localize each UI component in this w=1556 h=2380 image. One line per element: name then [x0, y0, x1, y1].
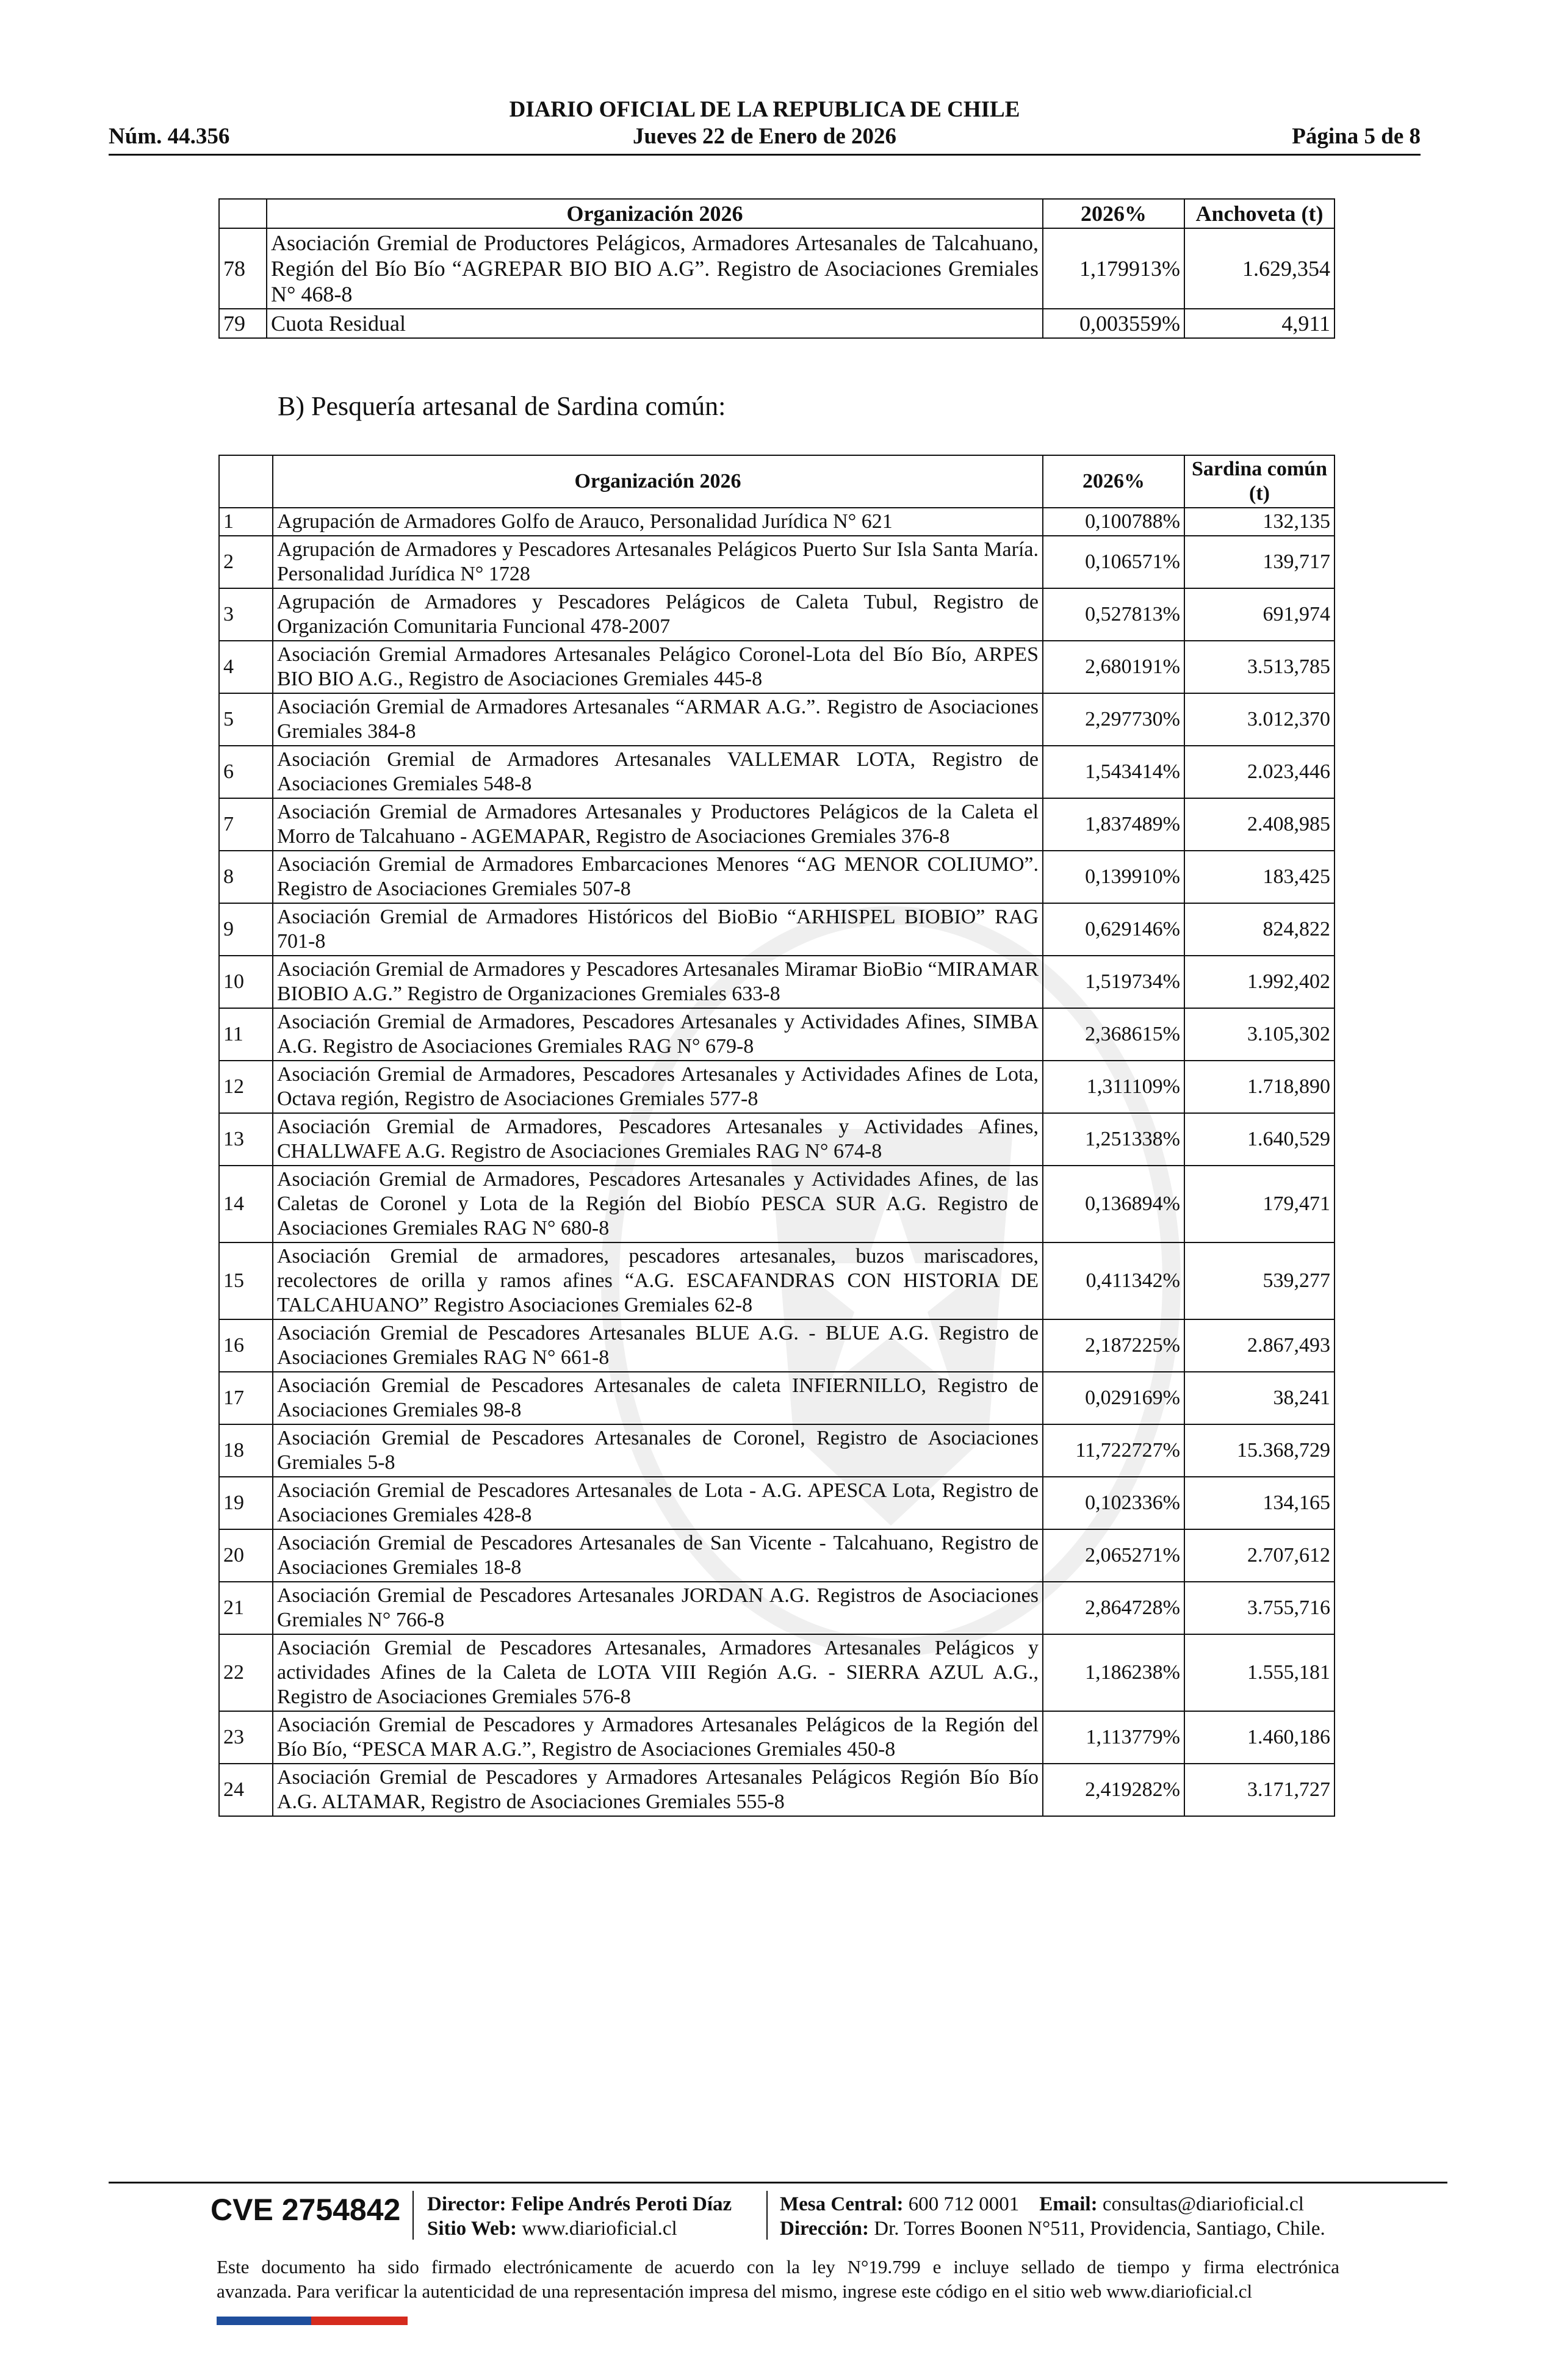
organization-cell: Asociación Gremial de Pescadores Artesanales JORDAN A.G. Registros de Asociaciones Gremiales N° 766-8 [273, 1582, 1043, 1634]
num-header [219, 199, 267, 228]
table-row [219, 1242, 1334, 1319]
pct-header: 2026% [1043, 199, 1184, 228]
organization-cell: Asociación Gremial de Armadores, Pescadores Artesanales y Actividades Afines, CHALLWAFE A.G. Registro de Asociaciones Gremiales RAG N° 674-8 [273, 1113, 1043, 1166]
organization-cell: Asociación Gremial de Armadores Históricos del BioBio “ARHISPEL BIOBIO” RAG 701-8 [273, 903, 1043, 956]
row-number: 13 [219, 1113, 273, 1166]
row-number: 15 [219, 1242, 273, 1319]
table-row [219, 508, 1334, 536]
percentage-cell: 2,065271% [1043, 1529, 1184, 1582]
web-label: Sitio Web: [427, 2218, 517, 2240]
row-number: 12 [219, 1061, 273, 1113]
table-row [219, 228, 1334, 309]
organization-cell: Asociación Gremial de Armadores Embarcaciones Menores “AG MENOR COLIUMO”. Registro de Asociaciones Gremiales 507-8 [273, 851, 1043, 903]
percentage-cell: 2,297730% [1043, 693, 1184, 746]
footer-separator [412, 2191, 414, 2240]
table-row [219, 588, 1334, 641]
table-row [219, 746, 1334, 798]
row-number: 19 [219, 1477, 273, 1529]
percentage-cell: 0,629146% [1043, 903, 1184, 956]
tonnage-cell: 3.513,785 [1184, 641, 1334, 693]
percentage-cell: 2,419282% [1043, 1764, 1184, 1816]
tonnage-cell: 179,471 [1184, 1166, 1334, 1242]
percentage-cell: 1,113779% [1043, 1711, 1184, 1764]
tonnage-cell: 824,822 [1184, 903, 1334, 956]
percentage-cell: 0,106571% [1043, 536, 1184, 588]
row-number: 16 [219, 1319, 273, 1372]
row-number: 79 [219, 309, 267, 338]
tonnage-cell: 2.023,446 [1184, 746, 1334, 798]
director-name: Felipe Andrés Peroti Díaz [511, 2193, 732, 2215]
organization-cell: Asociación Gremial de Armadores Artesanales “ARMAR A.G.”. Registro de Asociaciones Gremiales 384-8 [273, 693, 1043, 746]
organization-cell: Asociación Gremial de Pescadores Artesanales de Coronel, Registro de Asociaciones Gremiales 5-8 [273, 1424, 1043, 1477]
percentage-cell: 1,179913% [1043, 228, 1184, 309]
percentage-cell: 1,519734% [1043, 956, 1184, 1008]
org-header: Organización 2026 [267, 199, 1043, 228]
table-row [219, 1477, 1334, 1529]
row-number: 6 [219, 746, 273, 798]
tonnage-cell: 1.992,402 [1184, 956, 1334, 1008]
organization-cell: Asociación Gremial de Armadores Artesanales y Productores Pelágicos de la Caleta el Morro de Talcahuano - AGEMAPAR, Registro de Asociaciones Gremiales 376-8 [273, 798, 1043, 851]
email-link[interactable]: consultas@diarioficial.cl [1102, 2193, 1304, 2215]
legal-notice [217, 2255, 1339, 2304]
sardina-table-body [219, 508, 1334, 1816]
row-number: 23 [219, 1711, 273, 1764]
table-row [219, 1372, 1334, 1424]
organization-cell: Asociación Gremial de Productores Pelágicos, Armadores Artesanales de Talcahuano, Región del Bío Bío “AGREPAR BIO BIO A.G”. Registro de Asociaciones Gremiales N° 468-8 [267, 228, 1043, 309]
tonnage-cell: 2.408,985 [1184, 798, 1334, 851]
organization-cell: Agrupación de Armadores y Pescadores Artesanales Pelágicos Puerto Sur Isla Santa María. Personalidad Jurídica N° 1728 [273, 536, 1043, 588]
row-number: 4 [219, 641, 273, 693]
row-number: 7 [219, 798, 273, 851]
percentage-cell: 0,102336% [1043, 1477, 1184, 1529]
percentage-cell: 0,136894% [1043, 1166, 1184, 1242]
tonnage-cell: 4,911 [1184, 309, 1334, 338]
num-header [219, 455, 273, 508]
pct-header: 2026% [1043, 455, 1184, 508]
sardina-quota-table [218, 455, 1335, 1817]
tonnage-cell: 183,425 [1184, 851, 1334, 903]
table-header-row [219, 199, 1334, 228]
address-label: Dirección: [780, 2218, 870, 2240]
phone-label: Mesa Central: [780, 2193, 904, 2215]
organization-cell: Asociación Gremial de armadores, pescadores artesanales, buzos mariscadores, recolectores de orilla y ramos afines “A.G. ESCAFANDRAS CON HISTORIA DE TALCAHUANO” Registro Asociaciones Gremiales 62-8 [273, 1242, 1043, 1319]
tonnage-cell: 15.368,729 [1184, 1424, 1334, 1477]
tonnage-cell: 2.867,493 [1184, 1319, 1334, 1372]
row-number: 21 [219, 1582, 273, 1634]
organization-cell: Asociación Gremial de Armadores y Pescadores Artesanales Miramar BioBio “MIRAMAR BIOBIO A.G.” Registro de Organizaciones Gremiales 633-8 [273, 956, 1043, 1008]
tonnage-cell: 139,717 [1184, 536, 1334, 588]
table-row [219, 536, 1334, 588]
issue-date: Jueves 22 de Enero de 2026 [632, 124, 896, 149]
organization-cell: Asociación Gremial de Pescadores Artesanales de caleta INFIERNILLO, Registro de Asociaciones Gremiales 98-8 [273, 1372, 1043, 1424]
tonnage-cell: 2.707,612 [1184, 1529, 1334, 1582]
table-row [219, 1008, 1334, 1061]
footer-rule [109, 2182, 1447, 2183]
percentage-cell: 0,003559% [1043, 309, 1184, 338]
organization-cell: Cuota Residual [267, 309, 1043, 338]
tonnage-cell: 1.460,186 [1184, 1711, 1334, 1764]
percentage-cell: 0,411342% [1043, 1242, 1184, 1319]
row-number: 20 [219, 1529, 273, 1582]
tonnage-cell: 1.640,529 [1184, 1113, 1334, 1166]
percentage-cell: 2,864728% [1043, 1582, 1184, 1634]
table-row [219, 1061, 1334, 1113]
row-number: 18 [219, 1424, 273, 1477]
organization-cell: Asociación Gremial de Armadores, Pescadores Artesanales y Actividades Afines, de las Caletas de Coronel y Lota de la Región del Biobío PESCA SUR A.G. Registro de Asociaciones Gremiales RAG N° 680-8 [273, 1166, 1043, 1242]
percentage-cell: 2,368615% [1043, 1008, 1184, 1061]
table-row [219, 851, 1334, 903]
percentage-cell: 11,722727% [1043, 1424, 1184, 1477]
footer-director-block [427, 2192, 732, 2241]
percentage-cell: 2,187225% [1043, 1319, 1184, 1372]
percentage-cell: 1,311109% [1043, 1061, 1184, 1113]
table-row [219, 903, 1334, 956]
footer-contact-block [780, 2192, 1325, 2241]
row-number: 8 [219, 851, 273, 903]
table-row [219, 1764, 1334, 1816]
tonnage-cell: 691,974 [1184, 588, 1334, 641]
organization-cell: Asociación Gremial Armadores Artesanales Pelágico Coronel-Lota del Bío Bío, ARPES BIO BIO A.G., Registro de Asociaciones Gremiales 445-8 [273, 641, 1043, 693]
table-row [219, 693, 1334, 746]
organization-cell: Asociación Gremial de Pescadores Artesanales de San Vicente - Talcahuano, Registro de Asociaciones Gremiales 18-8 [273, 1529, 1043, 1582]
tonnage-cell: 3.755,716 [1184, 1582, 1334, 1634]
table-row [219, 309, 1334, 338]
table-row [219, 1634, 1334, 1711]
table-row [219, 956, 1334, 1008]
newspaper-title: DIARIO OFICIAL DE LA REPUBLICA DE CHILE [509, 97, 1020, 122]
website-link[interactable]: www.diarioficial.cl [522, 2218, 677, 2240]
tonnage-cell: 3.105,302 [1184, 1008, 1334, 1061]
percentage-cell: 1,543414% [1043, 746, 1184, 798]
footer-separator [766, 2191, 768, 2240]
table-row [219, 1113, 1334, 1166]
row-number: 22 [219, 1634, 273, 1711]
tons-header: Anchoveta (t) [1184, 199, 1334, 228]
row-number: 14 [219, 1166, 273, 1242]
organization-cell: Asociación Gremial de Pescadores Artesanales de Lota - A.G. APESCA Lota, Registro de Asociaciones Gremiales 428-8 [273, 1477, 1043, 1529]
row-number: 2 [219, 536, 273, 588]
row-number: 1 [219, 508, 273, 536]
anchoveta-table-body [219, 228, 1334, 338]
row-number: 78 [219, 228, 267, 309]
tonnage-cell: 3.012,370 [1184, 693, 1334, 746]
percentage-cell: 0,139910% [1043, 851, 1184, 903]
organization-cell: Asociación Gremial de Armadores, Pescadores Artesanales y Actividades Afines, SIMBA A.G. Registro de Asociaciones Gremiales RAG N° 679-8 [273, 1008, 1043, 1061]
cve-code: CVE 2754842 [211, 2193, 401, 2227]
header-rule [109, 154, 1421, 156]
tonnage-cell: 539,277 [1184, 1242, 1334, 1319]
organization-cell: Asociación Gremial de Armadores Artesanales VALLEMAR LOTA, Registro de Asociaciones Gremiales 548-8 [273, 746, 1043, 798]
organization-cell: Asociación Gremial de Pescadores Artesanales, Armadores Artesanales Pelágicos y actividades Afines de la Caleta de LOTA VIII Región A.G. - SIERRA AZUL A.G., Registro de Asociaciones Gremiales 576-8 [273, 1634, 1043, 1711]
percentage-cell: 1,186238% [1043, 1634, 1184, 1711]
table-header-row [219, 455, 1334, 508]
section-b-title: B) Pesquería artesanal de Sardina común: [278, 391, 726, 421]
tons-header: Sardina común (t) [1184, 455, 1334, 508]
tonnage-cell: 134,165 [1184, 1477, 1334, 1529]
org-header: Organización 2026 [273, 455, 1043, 508]
tonnage-cell: 1.629,354 [1184, 228, 1334, 309]
percentage-cell: 0,029169% [1043, 1372, 1184, 1424]
percentage-cell: 1,251338% [1043, 1113, 1184, 1166]
row-number: 17 [219, 1372, 273, 1424]
row-number: 24 [219, 1764, 273, 1816]
address-text: Dr. Torres Boonen N°511, Providencia, Santiago, Chile. [874, 2218, 1325, 2240]
tonnage-cell: 38,241 [1184, 1372, 1334, 1424]
organization-cell: Asociación Gremial de Pescadores y Armadores Artesanales Pelágicos Región Bío Bío A.G. ALTAMAR, Registro de Asociaciones Gremiales 555-8 [273, 1764, 1043, 1816]
percentage-cell: 1,837489% [1043, 798, 1184, 851]
anchoveta-quota-table [218, 198, 1335, 339]
table-row [219, 641, 1334, 693]
legal-line-2: avanzada. Para verificar la autenticidad de una representación impresa del mismo, ingrese este código en el sitio web www.diarioficial.cl [217, 2281, 1253, 2302]
table-row [219, 1529, 1334, 1582]
table-row [219, 1319, 1334, 1372]
percentage-cell: 0,100788% [1043, 508, 1184, 536]
flag-red-bar [311, 2317, 408, 2325]
phone-number: 600 712 0001 [908, 2193, 1020, 2215]
percentage-cell: 0,527813% [1043, 588, 1184, 641]
table-row [219, 1711, 1334, 1764]
page-indicator: Página 5 de 8 [1292, 124, 1421, 149]
row-number: 5 [219, 693, 273, 746]
percentage-cell: 2,680191% [1043, 641, 1184, 693]
page-header [109, 92, 1421, 159]
row-number: 9 [219, 903, 273, 956]
table-row [219, 1424, 1334, 1477]
tonnage-cell: 132,135 [1184, 508, 1334, 536]
tonnage-cell: 1.718,890 [1184, 1061, 1334, 1113]
organization-cell: Asociación Gremial de Pescadores y Armadores Artesanales Pelágicos de la Región del Bío Bío, “PESCA MAR A.G.”, Registro de Asociaciones Gremiales 450-8 [273, 1711, 1043, 1764]
table-row [219, 1166, 1334, 1242]
flag-blue-bar [217, 2317, 311, 2325]
table-row [219, 1582, 1334, 1634]
organization-cell: Asociación Gremial de Armadores, Pescadores Artesanales y Actividades Afines de Lota, Octava región, Registro de Asociaciones Gremiales 577-8 [273, 1061, 1043, 1113]
row-number: 3 [219, 588, 273, 641]
organization-cell: Asociación Gremial de Pescadores Artesanales BLUE A.G. - BLUE A.G. Registro de Asociaciones Gremiales RAG N° 661-8 [273, 1319, 1043, 1372]
row-number: 11 [219, 1008, 273, 1061]
table-row [219, 798, 1334, 851]
director-label: Director: [427, 2193, 506, 2215]
row-number: 10 [219, 956, 273, 1008]
organization-cell: Agrupación de Armadores y Pescadores Pelágicos de Caleta Tubul, Registro de Organización Comunitaria Funcional 478-2007 [273, 588, 1043, 641]
legal-line-1: Este documento ha sido firmado electrónicamente de acuerdo con la ley N°19.799 e incluye sellado de tiempo y firma electrónica [217, 2256, 1339, 2277]
issue-number: Núm. 44.356 [109, 124, 230, 149]
email-label: Email: [1039, 2193, 1098, 2215]
tonnage-cell: 1.555,181 [1184, 1634, 1334, 1711]
organization-cell: Agrupación de Armadores Golfo de Arauco, Personalidad Jurídica N° 621 [273, 508, 1043, 536]
tonnage-cell: 3.171,727 [1184, 1764, 1334, 1816]
